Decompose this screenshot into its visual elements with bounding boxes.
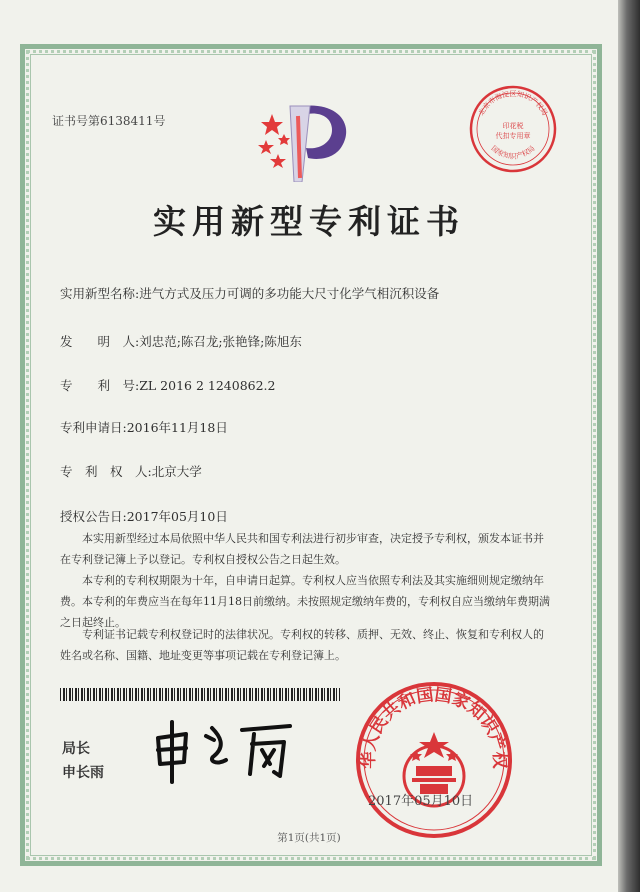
national-seal-ring-text: 华人民共和国国家知识产权 <box>358 685 510 769</box>
field-value: 北京大学 <box>151 464 202 479</box>
field-patentee <box>60 462 202 480</box>
tax-seal-line-2: 代扣专用章 <box>495 132 531 140</box>
field-label: 专 利 号: <box>60 378 140 393</box>
cnipa-logo-icon <box>250 98 370 182</box>
tax-seal-ring-text: 北京市海淀区知识产权局 <box>477 90 549 117</box>
svg-text:国家知识产权局 <box>490 144 537 161</box>
field-utility-model-name <box>60 284 439 302</box>
page-footer: 第1页(共1页) <box>277 832 341 844</box>
field-value: 2017年05月10日 <box>126 509 228 524</box>
certificate-number: 证书号第6138411号 <box>52 114 166 128</box>
barcode <box>60 688 340 701</box>
tax-seal <box>468 84 558 178</box>
national-seal <box>354 680 514 844</box>
svg-text:中华人民共和国国家知识产权局 <box>354 680 510 770</box>
field-inventors <box>60 332 302 350</box>
field-label: 专 利 权 人: <box>60 464 152 479</box>
signatory-name: 申长雨 <box>62 765 104 781</box>
scan-edge-shadow <box>618 0 640 892</box>
field-label: 发 明 人: <box>60 334 140 349</box>
svg-text:北京市海淀区知识产权局 <box>476 89 548 117</box>
paragraph-term: 本专利的专利权期限为十年，自申请日起算。专利权人应当依照专利法及其实施细则规定缴纳年费。本专利的年费应当在每年11月18日前缴纳。未按照规定缴纳年费的，专利权自应当缴纳年费期满之日起终止。 <box>60 574 550 629</box>
field-value: 进气方式及压力可调的多功能大尺寸化学气相沉积设备 <box>139 286 440 301</box>
seal-date: 2017年05月10日 <box>368 794 474 809</box>
field-label: 授权公告日: <box>60 509 127 524</box>
field-value: 2016年11月18日 <box>126 420 228 435</box>
field-value: ZL 2016 2 1240862.2 <box>139 378 276 393</box>
tax-seal-line-1: 印花税 <box>502 122 524 130</box>
field-grant-date <box>60 507 228 525</box>
signatory-role: 局长 <box>62 741 90 757</box>
field-application-date <box>60 418 228 436</box>
handwritten-signature <box>150 716 300 786</box>
field-label: 实用新型名称: <box>60 286 140 301</box>
tax-seal-bottom-text: 国家知识产权局 <box>489 144 537 161</box>
certificate-title: 实用新型专利证书 <box>153 202 465 241</box>
paragraph-records: 专利证书记载专利权登记时的法律状况。专利权的转移、质押、无效、终止、恢复和专利权人的姓名或名称、国籍、地址变更等事项记载在专利登记簿上。 <box>60 628 544 662</box>
paragraph-grant: 本实用新型经过本局依照中华人民共和国专利法进行初步审查，决定授予专利权，颁发本证书并在专利登记簿上予以登记。专利权自授权公告之日起生效。 <box>60 532 544 566</box>
field-label: 专利申请日: <box>60 420 127 435</box>
field-patent-number <box>60 376 276 394</box>
field-value: 刘忠范;陈召龙;张艳锋;陈旭东 <box>139 334 302 349</box>
